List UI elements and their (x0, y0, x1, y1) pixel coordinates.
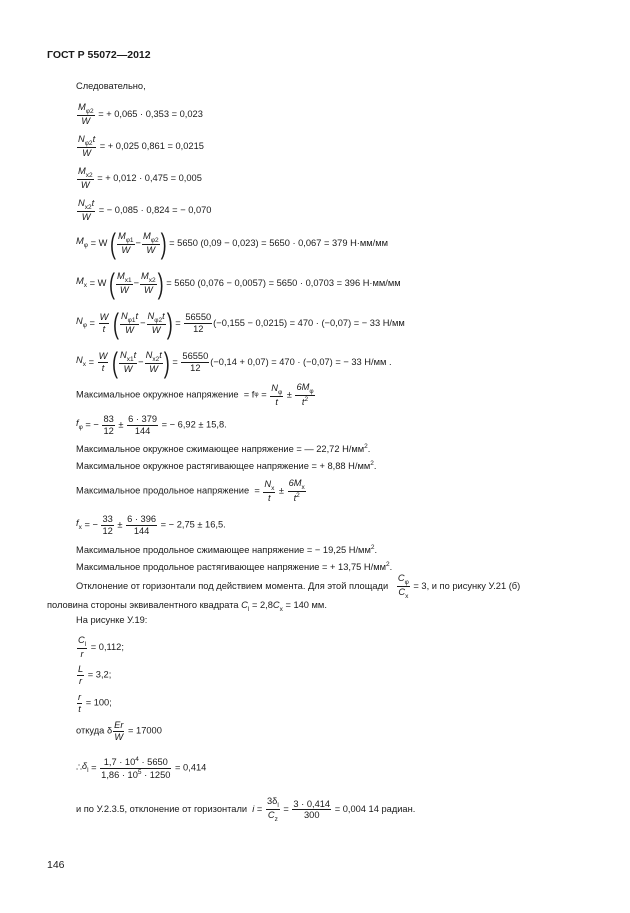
circumferential-tensile-stress: Максимальное окружное растягивающее напряжение = + 8,88 $Н/мм^2$. (76, 460, 377, 472)
longitudinal-calculation: $f_x$ = − $\frac{33}{12}$ ± $\frac{6 \cdot 396}{144}$ = − 2,75 ± 16,5. (76, 514, 226, 536)
equation-3: $\frac{M_{x2}}{W}$ = + 0,012 · 0,475 = 0,005 (78, 166, 202, 191)
equation-6: $M_x = W$ ( $\frac{M_{x1}}{W}$ − $\frac{M_{x2}}{W}$ ) = 5650 (0,076 − 0,0057) = 5650 · 0,0703 = 396 Н·мм/мм (76, 267, 401, 300)
equation-1: $\frac{M_{\varphi 2}}{W}$ = + 0,065 · 0,353 = 0,023 (78, 102, 203, 127)
whence-equation: откуда δ $\frac{Er}{W}$ = 17000 (76, 720, 162, 742)
equation-8: $N_x$ = $\frac{W}{t}$ ( $\frac{N_{x1}t}{W}$ − $\frac{N_{x2}t}{W}$ ) = $\frac{56550}{12}$ (−0,14 + 0,07) = 470 · (−0,07) = − 33 Н/мм . (76, 346, 392, 379)
longitudinal-compressive-stress: Максимальное продольное сжимающее напряжение = − 19,25 $Н/мм^2$. (76, 544, 378, 556)
circumferential-compressive-stress: Максимальное окружное сжимающее напряжение = — 22,72 $Н/мм^2$. (76, 443, 371, 455)
page-number: 146 (47, 859, 65, 871)
standard-header: ГОСТ Р 55072—2012 (47, 49, 151, 61)
intro-text: Следовательно, (76, 81, 146, 91)
deviation-paragraph-line1: Отклонение от горизонтали под действием момента. Для этой площади $\frac{C_\varphi}{C_x}$ = 3, и по рисунку У.21 (б) (76, 573, 521, 601)
ratio-l-r: $\frac{L}{r}$ = 3,2; (78, 664, 112, 686)
equation-4: $\frac{N_{x2}t}{W}$ = − 0,085 · 0,824 = − 0,070 (78, 198, 212, 223)
figure-reference: На рисунке У.19: (76, 615, 148, 625)
max-longitudinal-stress-formula: Максимальное продольное напряжение = $\frac{N_x}{t}$ ± $\frac{6M_x}{t^2}$ (76, 478, 305, 504)
equation-5: $M_\varphi = W$ ( $\frac{M_{\varphi 1}}{W}$ − $\frac{M_{\varphi 2}}{W}$ ) = 5650 (0,09 − 0,023) = 5650 · 0,067 = 379 Н·мм/мм (76, 227, 389, 260)
equation-7: $N_\varphi$ = $\frac{W}{t}$ ( $\frac{N_{\varphi 1}t}{W}$ − $\frac{N_{\varphi 2}t}{W}$ ) = $\frac{56550}{12}$ (−0,155 − 0,0215) = 470 · (−0,07) = − 33 Н/мм (76, 307, 405, 340)
deviation-paragraph-line2: половина стороны эквивалентного квадрата $C_l = 2,8C_x = 140$ мм. (47, 600, 327, 613)
therefore-equation: $\therefore\delta_l$ = $\frac{1,7 \cdot 10^4 \cdot 5650}{1,86 \cdot 10^5 \cdot 1250}$ = 0,414 (76, 756, 207, 780)
equation-2: $\frac{N_{\varphi 2}t}{W}$ = + 0,025 0,861 = 0,0215 (78, 134, 204, 159)
ratio-cl-r: $\frac{C_l}{r}$ = 0,112; (78, 635, 124, 660)
final-deviation: и по У.2.3.5, отклонение от горизонтали i = $\frac{3\delta_l}{C_z}$ = $\frac{3 \cdot 0,414}{300}$ = 0,004 14 радиан. (76, 796, 416, 824)
longitudinal-tensile-stress: Максимальное продольное растягивающее напряжение = + 13,75 $Н/мм^2$. (76, 561, 393, 573)
circumferential-calculation: $f_\varphi$ = − $\frac{83}{12}$ ± $\frac{6 \cdot 379}{144}$ = − 6,92 ± 15,8. (76, 414, 227, 436)
ratio-r-t: $\frac{r}{t}$ = 100; (78, 692, 112, 714)
max-circumferential-stress-formula: Максимальное окружное напряжение = fφ = $\frac{N_\varphi}{t}$ ± $\frac{6M_\varphi}{t^2}$ (76, 382, 314, 408)
